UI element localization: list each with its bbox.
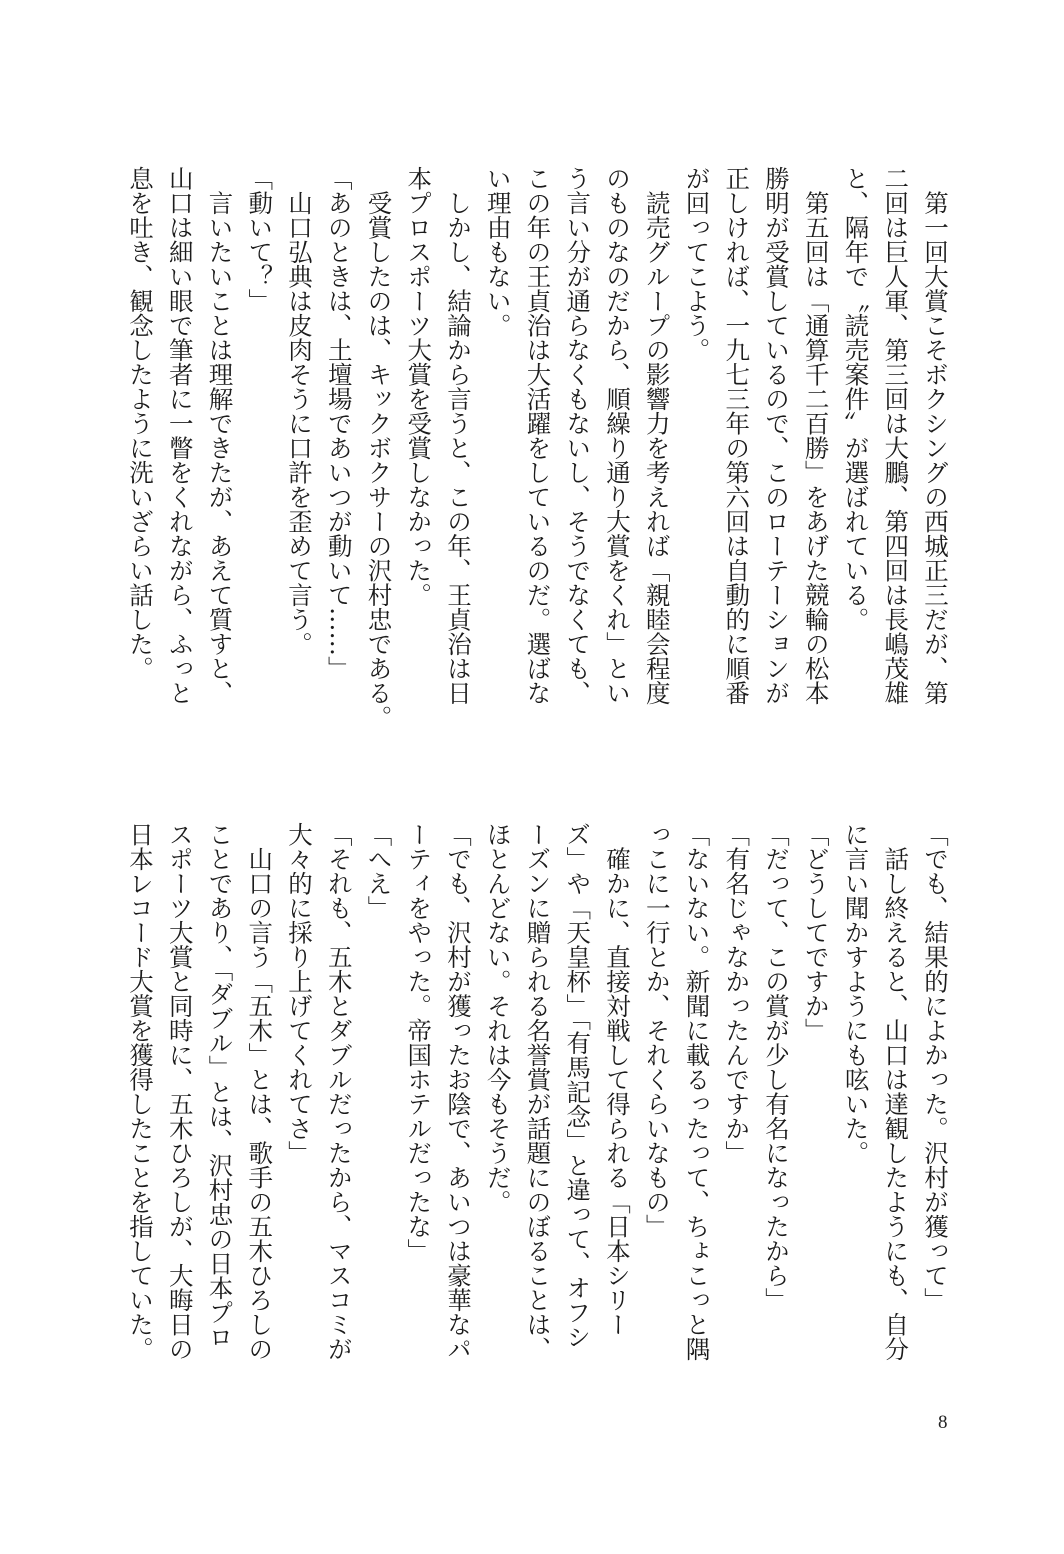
- text-line: 「ないない。新聞に載るったって、ちょこっと隅: [682, 822, 712, 1361]
- text-line: 勝明が受賞しているので、このローテーションが: [762, 166, 791, 705]
- text-line: 話し終えると、山口は達観したようにも、自分: [881, 822, 911, 1361]
- text-line: ほとんどない。それは今もそうだ。: [483, 822, 513, 1214]
- text-line: 「でも、結果的によかった。沢村が獲って」: [921, 822, 950, 1312]
- top-text-block: [119, 166, 955, 730]
- text-line: 「あのときは、土壇場であいつが動いて……」: [324, 166, 354, 681]
- text-line: 「どうしてですか」: [801, 822, 831, 1043]
- text-line: っこに一行とか、それくらいなもの」: [642, 822, 672, 1239]
- text-line: 言いたいことは理解できたが、あえて質すと、: [205, 166, 235, 705]
- bottom-text-block: [119, 822, 955, 1382]
- text-line: 山口の言う「五木」とは、歌手の五木ひろしの: [245, 822, 275, 1361]
- text-line: 「有名じゃなかったんですか」: [722, 822, 752, 1165]
- text-line: ーズンに贈られる名誉賞が話題にのぼることは、: [523, 822, 553, 1361]
- text-line: い理由もない。: [483, 166, 513, 338]
- text-line: 息を吐き、観念したように洗いざらい話した。: [126, 166, 155, 681]
- text-line: 日本レコード大賞を獲得したことを指していた。: [126, 822, 155, 1361]
- text-line: スポーツ大賞と同時に、五木ひろしが、大晦日の: [165, 822, 195, 1361]
- text-line: 「だって、この賞が少し有名になったから」: [762, 822, 791, 1312]
- text-line: この年の王貞治は大活躍をしているのだ。選ばな: [523, 166, 553, 705]
- text-line: 第五回は「通算千二百勝」をあげた競輪の松本: [801, 166, 831, 705]
- text-line: のものなのだから、順繰り通り大賞をくれ」とい: [603, 166, 632, 705]
- text-line: 「でも、沢村が獲ったお陰で、あいつは豪華なパ: [444, 822, 473, 1361]
- text-line: ーティをやった。帝国ホテルだったな」: [404, 822, 434, 1263]
- text-line: 大々的に採り上げてくれてさ」: [285, 822, 314, 1165]
- text-line: う言い分が通らなくもないし、そうでなくても、: [563, 166, 593, 705]
- text-line: 「へえ」: [364, 822, 394, 920]
- text-line: 「それも、五木とダブルだったから、マスコミが: [324, 822, 354, 1361]
- text-line: が回ってこよう。: [682, 166, 712, 362]
- text-line: 本プロスポーツ大賞を受賞しなかった。: [404, 166, 434, 607]
- text-line: 正しければ、一九七三年の第六回は自動的に順番: [722, 166, 752, 705]
- text-line: 「動いて？」: [245, 166, 275, 313]
- text-line: 受賞したのは、キックボクサーの沢村忠である。: [364, 166, 394, 730]
- text-line: 読売グループの影響力を考えれば「親睦会程度: [642, 166, 672, 705]
- text-line: 第一回大賞こそボクシングの西城正三だが、第: [921, 166, 950, 705]
- text-line: しかし、結論から言うと、この年、王貞治は日: [444, 166, 473, 705]
- text-line: と、隔年で〝読売案件〟が選ばれている。: [841, 166, 871, 632]
- text-line: 山口弘典は皮肉そうに口許を歪めて言う。: [285, 166, 314, 656]
- text-line: に言い聞かすようにも呟いた。: [841, 822, 871, 1165]
- text-line: 二回は巨人軍、第三回は大鵬、第四回は長嶋茂雄: [881, 166, 911, 705]
- text-line: ズ」や「天皇杯」「有馬記念」と違って、オフシ: [563, 822, 593, 1349]
- page-number: 8: [938, 1412, 948, 1433]
- text-line: ことであり、「ダブル」とは、沢村忠の日本プロ: [205, 822, 235, 1349]
- text-line: 山口は細い眼で筆者に一瞥をくれながら、ふっと: [165, 166, 195, 705]
- text-line: 確かに、直接対戦して得られる「日本シリー: [603, 822, 632, 1337]
